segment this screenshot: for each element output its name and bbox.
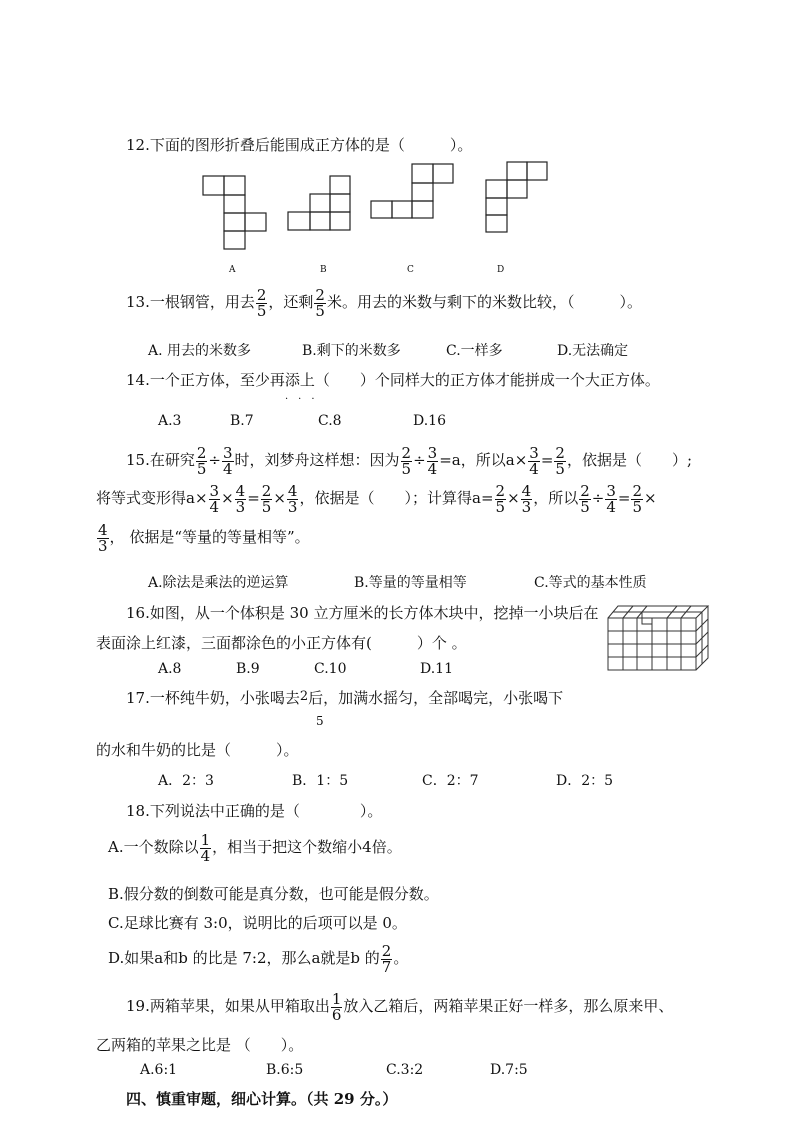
q19-line-1: 19.两箱苹果，如果从甲箱取出 $\frac{1}{6}$ 放入乙箱后，两箱苹果正好一样多，那么原来甲、 [126,989,674,1024]
q16-option-c: C.10 [314,661,347,677]
net-label-a: A [229,265,236,275]
q13-text-1: 13.一根钢管，用去 [126,293,255,311]
q15-option-b: B.等量的等量相等 [354,575,467,591]
q18-stem: 18.下列说法中正确的是（ ）。 [126,802,383,820]
net-b-cell [310,212,330,230]
q17-option-b: B．1：5 [292,773,349,789]
q19-option-b: B.6:5 [266,1062,304,1078]
net-c-cell [412,164,433,183]
net-d-cell [486,215,507,232]
q15-line-2: 将等式变形得a× $\frac{3}{4}$ × $\frac{4}{3}$ = $\frac{2}{5}$ × $\frac{4}{3}$ ，依据是（ ）；计算得a= $\frac{2}{5}$ × $\frac{4}{3}$ ，所以 $\frac{2}{5}$ ÷ $\frac{3}{4}$ = $\frac{2}{5}$ × [96,481,657,516]
section-4-heading: 四、慎重审题，细心计算。（共 29 分。） [126,1090,398,1108]
q15-line-1: 15.在研究 $\frac{2}{5}$ ÷ $\frac{3}{4}$ 时，刘梦舟这样想：因为 $\frac{2}{5}$ ÷ $\frac{3}{4}$ =a，所以a× $\frac{3}{4}$ = $\frac{2}{5}$ ，依据是（ ）; [126,443,693,478]
q18-option-a: A.一个数除以 $\frac{1}{4}$ ，相当于把这个数缩小4倍。 [108,830,402,865]
net-b-cell [288,212,310,230]
q19-option-d: D.7:5 [490,1062,528,1078]
q17-option-c: C．2：7 [422,773,479,789]
q14-option-d: D.16 [413,413,446,429]
q15-option-a: A.除法是乘法的逆运算 [148,575,289,591]
net-a-cell [245,213,266,231]
q13-option-c: C.一样多 [446,343,503,359]
q15-line-3: $\frac{4}{3}$ ， 依据是“等量的等量相等”。 [98,520,310,555]
q16-option-b: B.9 [236,661,260,677]
net-a-cell [224,231,245,249]
q13-text-2: ，还剩 [268,293,314,311]
q13-option-d: D.无法确定 [557,343,629,359]
q19-line-2: 乙两箱的苹果之比是 （ ）。 [96,1036,304,1054]
q17-denominator: 5 [316,714,324,728]
q17-option-a: A．2：3 [158,773,214,789]
cuboid-figure [600,598,715,678]
q18-option-d: D.如果a和b 的比是 7:2，那么a就是b 的 $\frac{2}{7}$ 。 [108,941,409,976]
q12-stem: 12.下面的图形折叠后能围成正方体的是（ ）。 [126,136,473,154]
q13-text-3: 米。用去的米数与剩下的米数比较，（ ）。 [326,293,642,311]
q17-numerator: 2 [299,689,309,704]
q16-option-a: A.8 [158,661,182,677]
q17-option-d: D．2：5 [556,773,614,789]
q13-option-a: A. 用去的米数多 [148,343,252,359]
q16-line-2: 表面涂上红漆，三面都涂色的小正方体有( ）个 。 [96,634,467,652]
q13-stem [126,282,642,322]
q19-option-a: A.6:1 [140,1062,178,1078]
fraction: $\frac{2}{5}$ [315,285,325,320]
q17-line-1: 17.一杯纯牛奶，小张喝去2后，加满水摇匀，全部喝完，小张喝下 [126,689,564,707]
net-c-cell [433,164,453,183]
cube-nets-figure [0,0,794,290]
q14-option-a: A.3 [158,413,182,429]
net-c-cell [371,201,392,218]
net-c-cell [412,201,433,218]
q13-option-b: B.剩下的米数多 [302,343,401,359]
q19-option-c: C.3:2 [386,1062,424,1078]
net-d-cell [486,180,507,198]
q17-line-2: 的水和牛奶的比是（ ）。 [96,741,299,759]
net-d-cell [507,162,527,180]
fraction: $\frac{2}{5}$ [256,285,267,320]
net-b-cell [310,194,330,212]
net-c-cell [412,183,433,201]
q14-option-c: C.8 [318,413,342,429]
net-a-cell [224,195,245,213]
net-a-cell [224,176,245,195]
net-d-cell [527,162,547,180]
q18-option-c: C.足球比赛有 3:0，说明比的后项可以是 0。 [108,914,407,932]
net-a-cell [203,176,224,195]
q16-line-1: 16.如图，从一个体积是 30 立方厘米的长方体木块中，挖掉一小块后在 [126,604,599,622]
net-b-cell [330,194,350,212]
q16-option-d: D.11 [420,661,453,677]
net-label-b: B [320,265,327,275]
net-c-cell [392,201,412,218]
net-d-cell [507,180,527,198]
q14-stem: 14.一个正方体，至少再添上（ ）个同样大的正方体才能拼成一个大正方体。 [126,371,660,389]
q18-option-b: B.假分数的倒数可能是真分数，也可能是假分数。 [108,885,439,903]
net-a-cell [224,213,245,231]
net-label-c: C [407,265,414,275]
net-label-d: D [497,265,505,275]
q15-option-c: C.等式的基本性质 [534,575,647,591]
q14-emphasis-dots: · · · [285,394,315,405]
net-d-cell [486,198,507,215]
q14-option-b: B.7 [230,413,254,429]
net-b-cell [330,212,350,230]
net-b-cell [330,176,350,194]
